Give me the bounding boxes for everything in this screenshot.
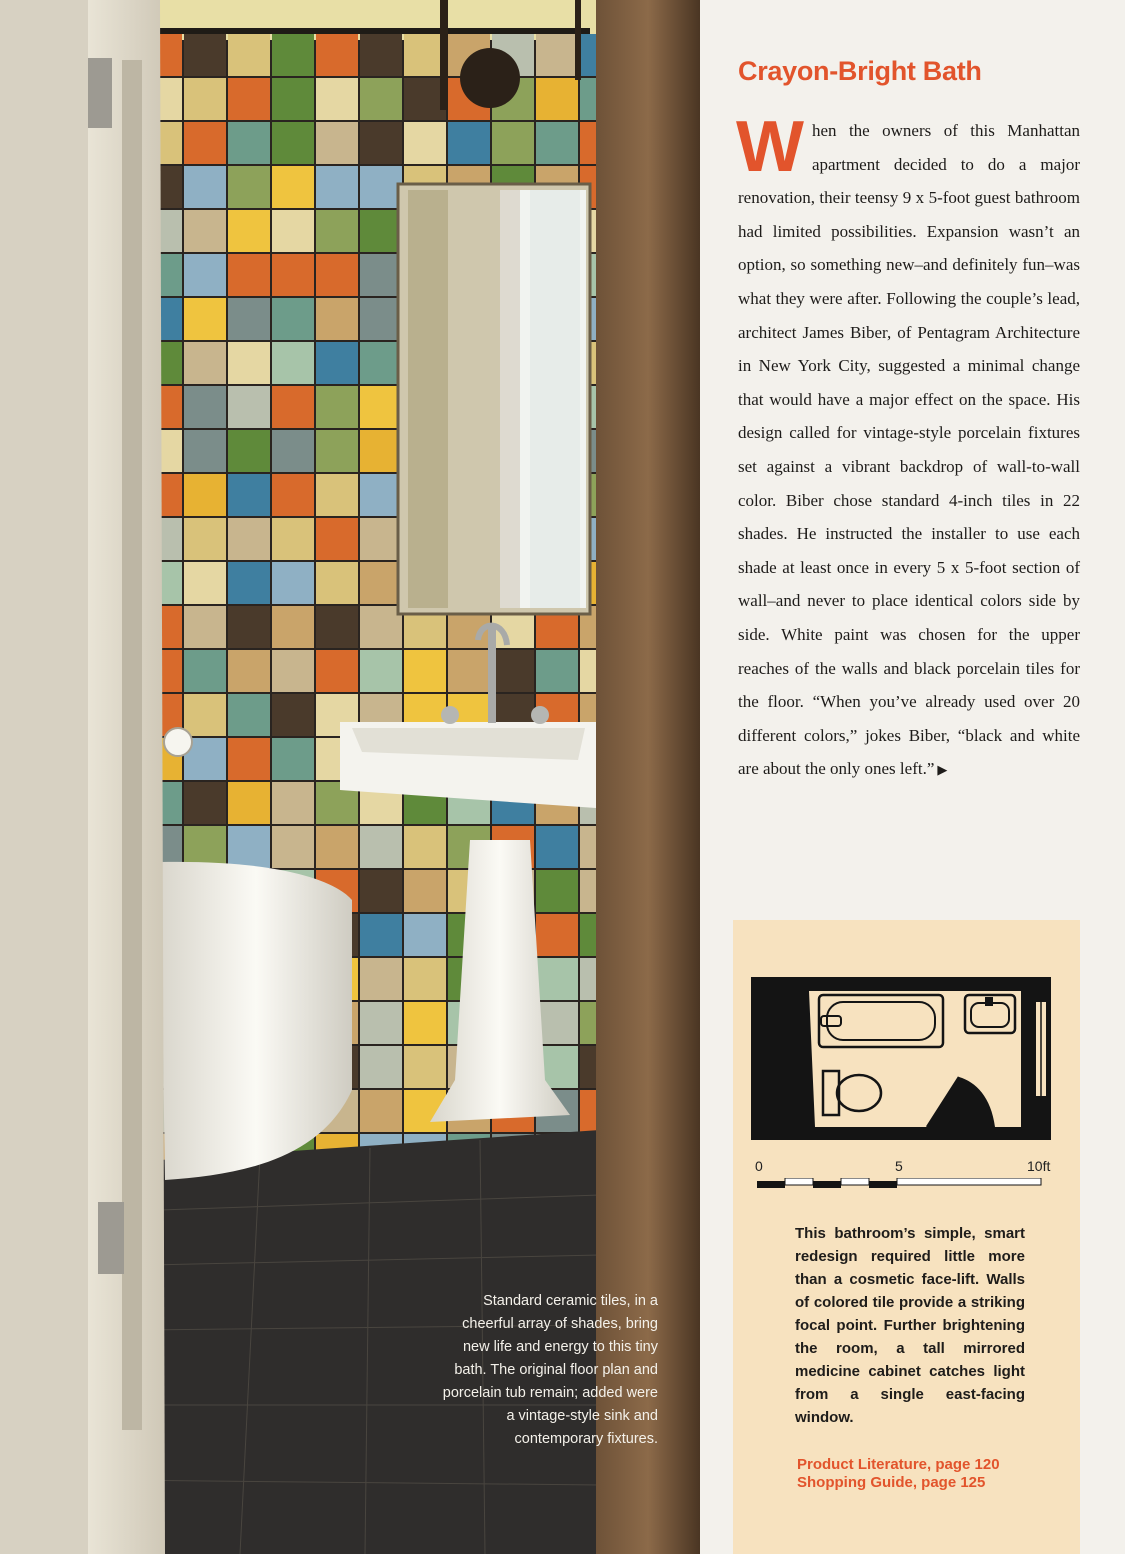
article-headline: Crayon-Bright Bath [738, 56, 982, 86]
medicine-cabinet [398, 184, 590, 614]
article-body-text: hen the owners of this Manhattan apartment decided to do a major renovation, their teensy 9 x 5-foot guest bathroom had limited possibilities. Expansion wasn’t an option, so something new–and definitely fun–was what they were after. Following the couple’s lead, architect James Biber, of Pentagram Architecture in New York City, suggested a minimal change that would have a major effect on the space. His design called for vintage-style porcelain fixtures set against a vibrant backdrop of wall-to-wall color. Biber chose standard 4-inch tiles in 22 shades. He instructed the installer to use each shade at least once in every 5 x 5-foot section of wall–and never to place identical colors side by side. White paint was chosen for the upper reaches of the walls and black porcelain tiles for the floor. “When you’ve already used over 20 different colors,” jokes Biber, “black and white are about the only ones left.” [738, 121, 1080, 779]
photo-caption: Standard ceramic tiles, in a cheerful array of shades, bring new life and energy to this tiny bath. The original floor plan and porcelain tub remain; added were a vintage-style sink and contemporary fixtures. [442, 1293, 658, 1447]
door-hinge [98, 1202, 124, 1274]
scale-bar [753, 1158, 1051, 1198]
drop-cap: W [736, 107, 804, 187]
wall-light [460, 48, 520, 108]
door-knob [164, 728, 192, 756]
product-literature-reference: Product Literature, page 120 [797, 1456, 1000, 1473]
floor-plan-sidebar [733, 920, 1080, 1554]
scale-label-ten: 10ft [1027, 1158, 1051, 1174]
scale-label-five: 5 [895, 1158, 903, 1174]
scale-label-zero: 0 [755, 1158, 763, 1174]
continue-arrow-icon: ▶ [937, 762, 948, 778]
scale-ruler [757, 1178, 1047, 1192]
article-body [736, 107, 1080, 787]
bathtub [160, 862, 352, 1180]
door-frame [0, 0, 88, 1554]
shopping-guide-reference: Shopping Guide, page 125 [797, 1474, 986, 1491]
door-hinge [88, 58, 112, 128]
floor-plan-caption: This bathroom’s simple, smart redesign required little more than a cosmetic face-lift. Walls of colored tile provide a striking focal point. Further brightening the room, a tall mirrored medicine cabinet catches light from a single east-facing window. [795, 1225, 1025, 1426]
floor-plan-diagram [751, 977, 1051, 1145]
